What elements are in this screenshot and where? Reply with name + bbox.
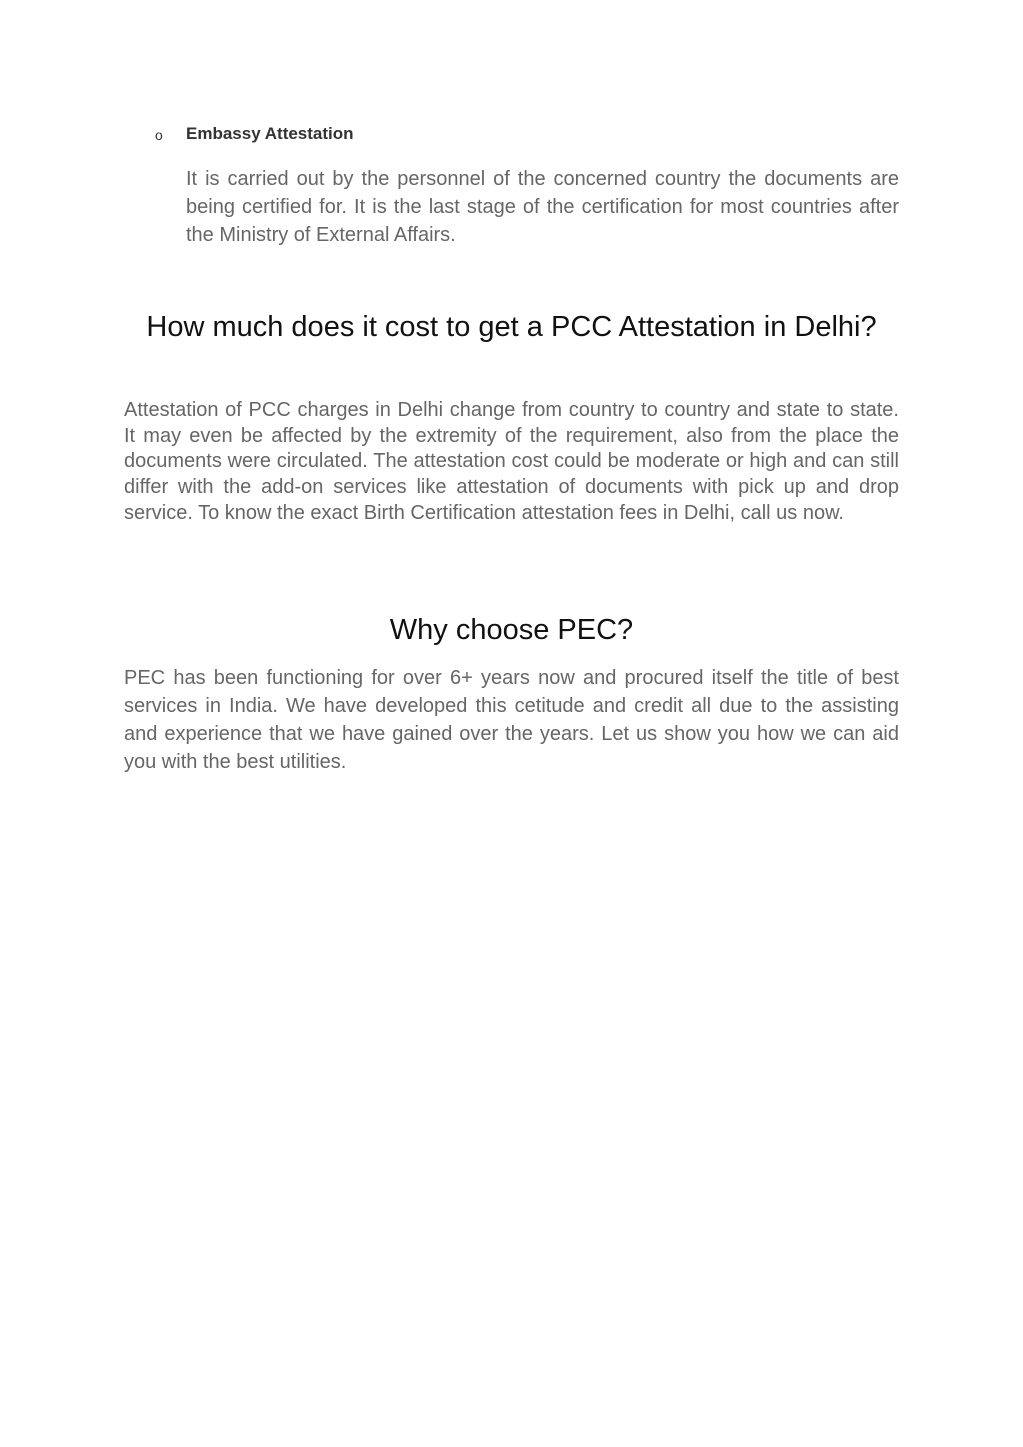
list-item-body: It is carried out by the personnel of the concerned country the documents are being certified for. It is the last stage of the certification for most countries after the Ministry of External Affairs. bbox=[186, 168, 899, 246]
section-body-cost: Attestation of PCC charges in Delhi change from country to country and state to state. It may even be affected by the extremity of the requirement, also from the place the documents were circulated. The attestation cost could be moderate or high and can still differ with the add-on services like attestation of documents with pick up and drop service. To know the exact Birth Certification attestation fees in Delhi, call us now. bbox=[124, 399, 899, 524]
section-heading-cost: How much does it cost to get a PCC Attestation in Delhi? bbox=[146, 311, 877, 343]
bullet-marker: o bbox=[155, 127, 163, 143]
list-item-title: Embassy Attestation bbox=[186, 124, 354, 143]
section-heading-why-choose: Why choose PEC? bbox=[389, 614, 634, 646]
section-body-why-choose: PEC has been functioning for over 6+ years now and procured itself the title of best services in India. We have developed this cetitude and credit all due to the assisting and experience that we have gained over the years. Let us show you how we can aid you with the best utilities. bbox=[124, 667, 899, 773]
